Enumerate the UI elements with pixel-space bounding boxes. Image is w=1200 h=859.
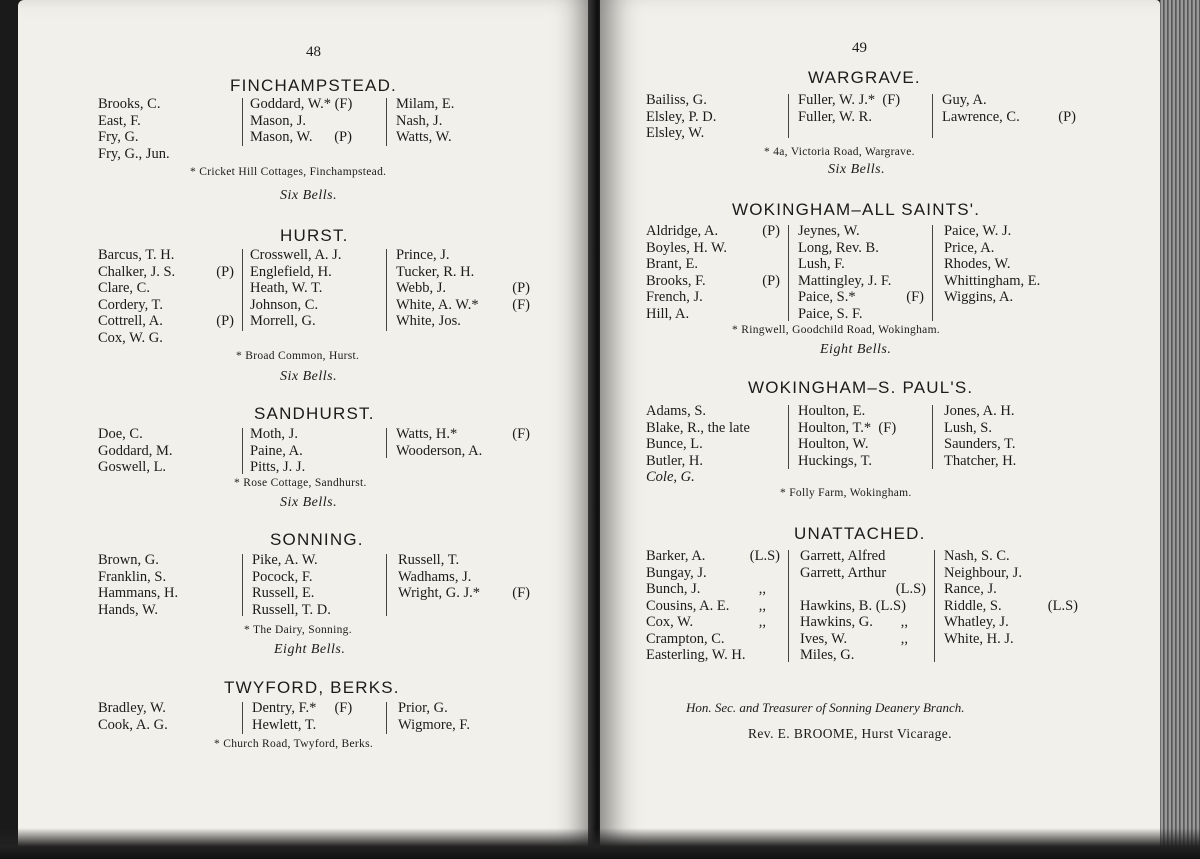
- section-heading-hurst: HURST.: [280, 226, 349, 245]
- column-divider: [932, 405, 933, 469]
- bells-count: Six Bells.: [828, 162, 886, 177]
- hurst-col1: Barcus, T. H. Chalker, J. S. (P) Clare, C. Cordery, T. Cottrell, A. (P) Cox, W. G.: [98, 247, 234, 346]
- hurst-col3: Prince, J. Tucker, R. H. Webb, J. (P) White, A. W.* (F) White, Jos.: [396, 247, 530, 329]
- section-heading-sonning: SONNING.: [270, 530, 364, 549]
- bells-count: Six Bells.: [280, 495, 338, 510]
- right-page: [600, 0, 1160, 859]
- column-divider: [242, 249, 243, 331]
- column-divider: [242, 554, 243, 616]
- column-divider: [386, 702, 387, 734]
- twyford-col1: Bradley, W. Cook, A. G.: [98, 700, 168, 733]
- bells-count: Six Bells.: [280, 188, 338, 203]
- page-number: 48: [306, 44, 321, 60]
- bottom-shadow: [0, 828, 1200, 859]
- st-pauls-col1: Adams, S. Blake, R., the late Bunce, L. Butler, H. Cole, G.: [646, 403, 750, 485]
- bells-count: Eight Bells.: [820, 342, 892, 357]
- column-divider: [932, 94, 933, 138]
- section-heading-unattached: UNATTACHED.: [794, 524, 926, 543]
- hurst-col2: Crosswell, A. J. Englefield, H. Heath, W. T. Johnson, C. Morrell, G.: [250, 247, 342, 329]
- sandhurst-col1: Doe, C. Goddard, M. Goswell, L.: [98, 426, 173, 475]
- st-pauls-col3: Jones, A. H. Lush, S. Saunders, T. Thatcher, H.: [944, 403, 1017, 469]
- unattached-col3: Nash, S. C. Neighbour, J. Rance, J. Riddle, S. (L.S) Whatley, J. White, H. J.: [944, 548, 1078, 647]
- wargrave-col2: Fuller, W. J.* (F) Fuller, W. R.: [798, 92, 901, 125]
- all-saints-col1: Aldridge, A. (P) Boyles, H. W. Brant, E. Brooks, F. (P) French, J. Hill, A.: [646, 223, 780, 322]
- address-note: * 4a, Victoria Road, Wargrave.: [764, 146, 915, 158]
- address-note: * Rose Cottage, Sandhurst.: [234, 477, 367, 489]
- column-divider: [788, 225, 789, 321]
- unattached-col2: Garrett, Alfred Garrett, Arthur (L.S) Hawkins, B. (L.S) Hawkins, G. ,, Ives, W. ,, Miles, G.: [800, 548, 926, 663]
- sonning-col1: Brown, G. Franklin, S. Hammans, H. Hands, W.: [98, 552, 179, 618]
- page-edges: [1160, 0, 1200, 859]
- column-divider: [242, 428, 243, 474]
- wargrave-col1: Bailiss, G. Elsley, P. D. Elsley, W.: [646, 92, 717, 141]
- bells-count: Eight Bells.: [274, 642, 346, 657]
- column-divider: [932, 225, 933, 321]
- column-divider: [788, 405, 789, 469]
- section-heading-sandhurst: SANDHURST.: [254, 404, 375, 423]
- column-divider: [386, 554, 387, 616]
- finchampstead-col1: Brooks, C. East, F. Fry, G. Fry, G., Jun.: [98, 96, 170, 162]
- st-pauls-col2: Houlton, E. Houlton, T.* (F) Houlton, W. Huckings, T.: [798, 403, 897, 469]
- sandhurst-col2: Moth, J. Paine, A. Pitts, J. J.: [250, 426, 306, 475]
- page-number: 49: [852, 40, 867, 56]
- section-heading-twyford: TWYFORD, BERKS.: [224, 678, 400, 697]
- column-divider: [242, 98, 243, 146]
- twyford-col3: Prior, G. Wigmore, F.: [398, 700, 470, 733]
- wargrave-col3: Guy, A. Lawrence, C. (P): [942, 92, 1076, 125]
- address-note: * Cricket Hill Cottages, Finchampstead.: [190, 166, 387, 178]
- column-divider: [386, 98, 387, 146]
- hon-secretary-title: Hon. Sec. and Treasurer of Sonning Deanery Branch.: [686, 700, 965, 715]
- finchampstead-col3: Milam, E. Nash, J. Watts, W.: [396, 96, 455, 145]
- address-note: * Folly Farm, Wokingham.: [780, 487, 912, 499]
- column-divider: [934, 550, 935, 662]
- sandhurst-col3: Watts, H.* (F) Wooderson, A.: [396, 426, 530, 459]
- section-heading-wargrave: WARGRAVE.: [808, 68, 921, 87]
- bells-count: Six Bells.: [280, 369, 338, 384]
- section-heading-wokingham-st-pauls: WOKINGHAM–S. PAUL'S.: [748, 378, 974, 397]
- all-saints-col3: Paice, W. J. Price, A. Rhodes, W. Whittingham, E. Wiggins, A.: [944, 223, 1041, 305]
- hon-secretary-name: Rev. E. BROOME, Hurst Vicarage.: [748, 726, 952, 741]
- section-heading-wokingham-all-saints: WOKINGHAM–ALL SAINTS'.: [732, 200, 981, 219]
- column-divider: [242, 702, 243, 734]
- twyford-col2: Dentry, F.* (F) Hewlett, T.: [252, 700, 353, 733]
- section-heading-finchampstead: FINCHAMPSTEAD.: [230, 76, 397, 95]
- column-divider: [788, 94, 789, 138]
- sonning-col3: Russell, T. Wadhams, J. Wright, G. J.* (F): [398, 552, 530, 601]
- unattached-col1: Barker, A. (L.S) Bungay, J. Bunch, J. ,, Cousins, A. E. ,, Cox, W. ,, Crampton, C. Easterling, W. H.: [646, 548, 780, 663]
- column-divider: [788, 550, 789, 662]
- address-note: * The Dairy, Sonning.: [244, 624, 352, 636]
- all-saints-col2: Jeynes, W. Long, Rev. B. Lush, F. Mattingley, J. F. Paice, S.* (F) Paice, S. F.: [798, 223, 924, 322]
- finchampstead-col2: Goddard, W.* (F) Mason, J. Mason, W. (P): [250, 96, 353, 145]
- address-note: * Broad Common, Hurst.: [236, 350, 360, 362]
- left-page: [18, 0, 594, 859]
- address-note: * Ringwell, Goodchild Road, Wokingham.: [732, 324, 940, 336]
- column-divider: [386, 428, 387, 458]
- column-divider: [386, 249, 387, 331]
- sonning-col2: Pike, A. W. Pocock, F. Russell, E. Russell, T. D.: [252, 552, 331, 618]
- address-note: * Church Road, Twyford, Berks.: [214, 738, 374, 750]
